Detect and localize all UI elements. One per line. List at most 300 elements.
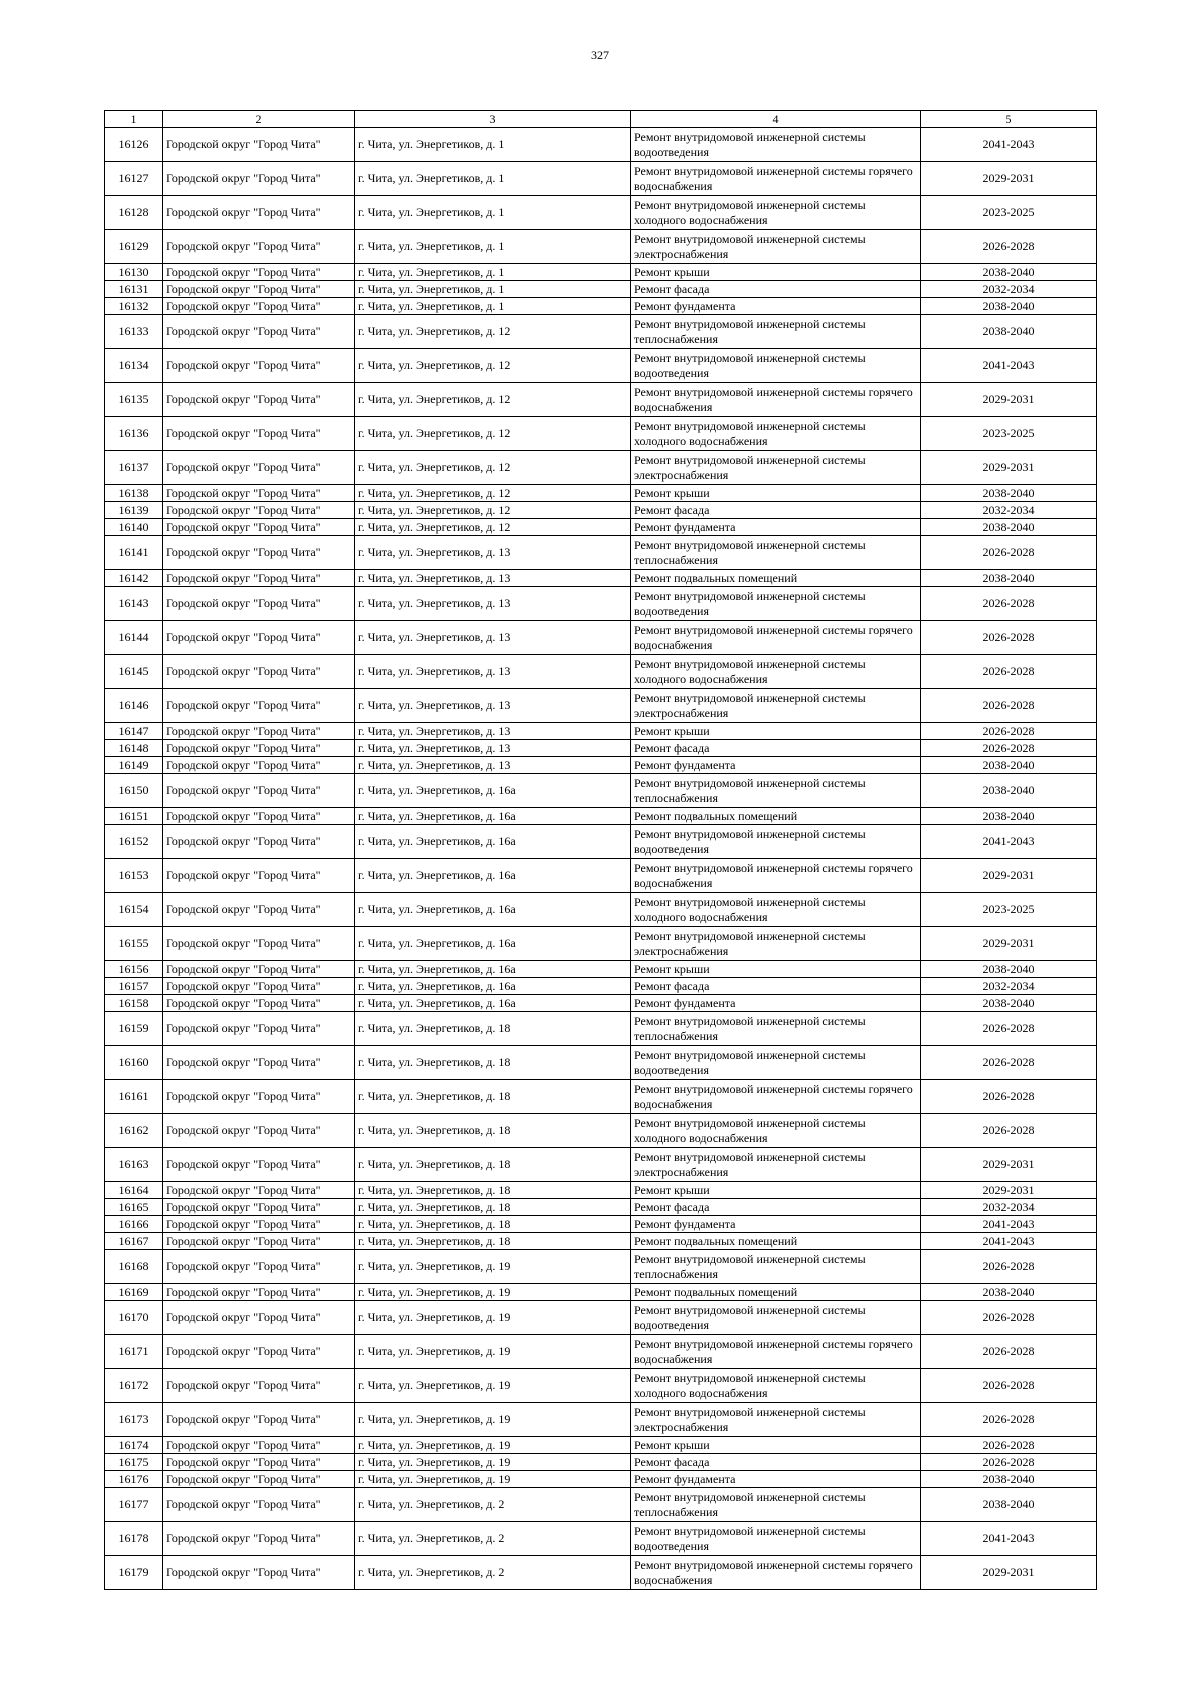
- row-number: 16142: [105, 570, 163, 587]
- municipality-cell: Городской округ "Город Чита": [163, 485, 355, 502]
- work-type-cell: Ремонт внутридомовой инженерной системы теплоснабжения: [631, 774, 921, 808]
- table-row: [105, 1335, 1097, 1369]
- address-cell: г. Чита, ул. Энергетиков, д. 12: [355, 417, 631, 451]
- page-number: 327: [591, 48, 609, 62]
- row-number: 16154: [105, 893, 163, 927]
- table-row: [105, 927, 1097, 961]
- address-cell: г. Чита, ул. Энергетиков, д. 12: [355, 315, 631, 349]
- address-cell: г. Чита, ул. Энергетиков, д. 2: [355, 1522, 631, 1556]
- work-type-cell: Ремонт внутридомовой инженерной системы теплоснабжения: [631, 1488, 921, 1522]
- address-cell: г. Чита, ул. Энергетиков, д. 13: [355, 757, 631, 774]
- table-row: [105, 417, 1097, 451]
- row-number: 16156: [105, 961, 163, 978]
- period-cell: 2029-2031: [921, 383, 1097, 417]
- address-cell: г. Чита, ул. Энергетиков, д. 18: [355, 1148, 631, 1182]
- address-cell: г. Чита, ул. Энергетиков, д. 19: [355, 1335, 631, 1369]
- period-cell: 2038-2040: [921, 264, 1097, 281]
- period-cell: 2026-2028: [921, 655, 1097, 689]
- row-number: 16170: [105, 1301, 163, 1335]
- municipality-cell: Городской округ "Город Чита": [163, 1471, 355, 1488]
- period-cell: 2041-2043: [921, 1233, 1097, 1250]
- period-cell: 2038-2040: [921, 570, 1097, 587]
- table-row: [105, 893, 1097, 927]
- table-row: [105, 723, 1097, 740]
- work-type-cell: Ремонт фасада: [631, 1199, 921, 1216]
- work-type-cell: Ремонт внутридомовой инженерной системы холодного водоснабжения: [631, 1114, 921, 1148]
- work-type-cell: Ремонт внутридомовой инженерной системы горячего водоснабжения: [631, 1335, 921, 1369]
- period-cell: 2029-2031: [921, 927, 1097, 961]
- address-cell: г. Чита, ул. Энергетиков, д. 16а: [355, 978, 631, 995]
- work-type-cell: Ремонт фасада: [631, 978, 921, 995]
- row-number: 16152: [105, 825, 163, 859]
- municipality-cell: Городской округ "Город Чита": [163, 315, 355, 349]
- period-cell: 2038-2040: [921, 519, 1097, 536]
- row-number: 16132: [105, 298, 163, 315]
- row-number: 16178: [105, 1522, 163, 1556]
- table-row: [105, 1488, 1097, 1522]
- work-type-cell: Ремонт крыши: [631, 1437, 921, 1454]
- work-type-cell: Ремонт внутридомовой инженерной системы теплоснабжения: [631, 536, 921, 570]
- table-row: [105, 655, 1097, 689]
- row-number: 16167: [105, 1233, 163, 1250]
- municipality-cell: Городской округ "Город Чита": [163, 808, 355, 825]
- period-cell: 2029-2031: [921, 162, 1097, 196]
- period-cell: 2038-2040: [921, 315, 1097, 349]
- row-number: 16147: [105, 723, 163, 740]
- period-cell: 2026-2028: [921, 1335, 1097, 1369]
- municipality-cell: Городской округ "Город Чита": [163, 1114, 355, 1148]
- work-type-cell: Ремонт крыши: [631, 961, 921, 978]
- address-cell: г. Чита, ул. Энергетиков, д. 13: [355, 536, 631, 570]
- period-cell: 2026-2028: [921, 723, 1097, 740]
- period-cell: 2038-2040: [921, 485, 1097, 502]
- work-type-cell: Ремонт внутридомовой инженерной системы электроснабжения: [631, 689, 921, 723]
- table-row: [105, 349, 1097, 383]
- work-type-cell: Ремонт внутридомовой инженерной системы водоотведения: [631, 349, 921, 383]
- municipality-cell: Городской округ "Город Чита": [163, 162, 355, 196]
- address-cell: г. Чита, ул. Энергетиков, д. 12: [355, 451, 631, 485]
- work-type-cell: Ремонт внутридомовой инженерной системы горячего водоснабжения: [631, 162, 921, 196]
- table-row: [105, 451, 1097, 485]
- work-type-cell: Ремонт внутридомовой инженерной системы электроснабжения: [631, 927, 921, 961]
- municipality-cell: Городской округ "Город Чита": [163, 1335, 355, 1369]
- row-number: 16141: [105, 536, 163, 570]
- address-cell: г. Чита, ул. Энергетиков, д. 18: [355, 1182, 631, 1199]
- work-type-cell: Ремонт внутридомовой инженерной системы электроснабжения: [631, 1403, 921, 1437]
- period-cell: 2026-2028: [921, 689, 1097, 723]
- work-type-cell: Ремонт внутридомовой инженерной системы водоотведения: [631, 1522, 921, 1556]
- work-type-cell: Ремонт внутридомовой инженерной системы водоотведения: [631, 587, 921, 621]
- work-type-cell: Ремонт крыши: [631, 264, 921, 281]
- period-cell: 2041-2043: [921, 349, 1097, 383]
- table-row: [105, 1301, 1097, 1335]
- address-cell: г. Чита, ул. Энергетиков, д. 1: [355, 128, 631, 162]
- period-cell: 2026-2028: [921, 740, 1097, 757]
- table-row: [105, 570, 1097, 587]
- table-row: [105, 502, 1097, 519]
- municipality-cell: Городской округ "Город Чита": [163, 1199, 355, 1216]
- table-row: [105, 1522, 1097, 1556]
- row-number: 16179: [105, 1556, 163, 1590]
- address-cell: г. Чита, ул. Энергетиков, д. 19: [355, 1454, 631, 1471]
- municipality-cell: Городской округ "Город Чита": [163, 757, 355, 774]
- period-cell: 2026-2028: [921, 587, 1097, 621]
- municipality-cell: Городской округ "Город Чита": [163, 1488, 355, 1522]
- row-number: 16174: [105, 1437, 163, 1454]
- address-cell: г. Чита, ул. Энергетиков, д. 1: [355, 162, 631, 196]
- period-cell: 2026-2028: [921, 1403, 1097, 1437]
- municipality-cell: Городской округ "Город Чита": [163, 927, 355, 961]
- period-cell: 2029-2031: [921, 1148, 1097, 1182]
- column-header-4: 4: [631, 111, 921, 128]
- address-cell: г. Чита, ул. Энергетиков, д. 16а: [355, 774, 631, 808]
- work-type-cell: Ремонт внутридомовой инженерной системы горячего водоснабжения: [631, 1080, 921, 1114]
- table-row: [105, 315, 1097, 349]
- row-number: 16130: [105, 264, 163, 281]
- work-type-cell: Ремонт крыши: [631, 485, 921, 502]
- row-number: 16138: [105, 485, 163, 502]
- municipality-cell: Городской округ "Город Чита": [163, 1437, 355, 1454]
- table-row: [105, 1012, 1097, 1046]
- row-number: 16133: [105, 315, 163, 349]
- table-row: [105, 1216, 1097, 1233]
- municipality-cell: Городской округ "Город Чита": [163, 349, 355, 383]
- table-row: [105, 1437, 1097, 1454]
- address-cell: г. Чита, ул. Энергетиков, д. 13: [355, 723, 631, 740]
- work-type-cell: Ремонт фундамента: [631, 1216, 921, 1233]
- row-number: 16129: [105, 230, 163, 264]
- period-cell: 2038-2040: [921, 298, 1097, 315]
- municipality-cell: Городской округ "Город Чита": [163, 1148, 355, 1182]
- period-cell: 2038-2040: [921, 1488, 1097, 1522]
- address-cell: г. Чита, ул. Энергетиков, д. 13: [355, 689, 631, 723]
- table-row: [105, 1250, 1097, 1284]
- period-cell: 2026-2028: [921, 1301, 1097, 1335]
- municipality-cell: Городской округ "Город Чита": [163, 1182, 355, 1199]
- municipality-cell: Городской округ "Город Чита": [163, 383, 355, 417]
- table-row: [105, 1556, 1097, 1590]
- address-cell: г. Чита, ул. Энергетиков, д. 16а: [355, 859, 631, 893]
- municipality-cell: Городской округ "Город Чита": [163, 128, 355, 162]
- table-row: [105, 1148, 1097, 1182]
- address-cell: г. Чита, ул. Энергетиков, д. 2: [355, 1556, 631, 1590]
- period-cell: 2038-2040: [921, 995, 1097, 1012]
- period-cell: 2026-2028: [921, 1080, 1097, 1114]
- municipality-cell: Городской округ "Город Чита": [163, 1369, 355, 1403]
- table-row: [105, 383, 1097, 417]
- address-cell: г. Чита, ул. Энергетиков, д. 18: [355, 1012, 631, 1046]
- row-number: 16171: [105, 1335, 163, 1369]
- period-cell: 2026-2028: [921, 1046, 1097, 1080]
- table-row: [105, 740, 1097, 757]
- work-type-cell: Ремонт внутридомовой инженерной системы водоотведения: [631, 825, 921, 859]
- row-number: 16162: [105, 1114, 163, 1148]
- period-cell: 2032-2034: [921, 978, 1097, 995]
- column-header-5: 5: [921, 111, 1097, 128]
- table-row: [105, 196, 1097, 230]
- municipality-cell: Городской округ "Город Чита": [163, 1080, 355, 1114]
- table-row: [105, 1233, 1097, 1250]
- address-cell: г. Чита, ул. Энергетиков, д. 18: [355, 1080, 631, 1114]
- address-cell: г. Чита, ул. Энергетиков, д. 13: [355, 621, 631, 655]
- row-number: 16145: [105, 655, 163, 689]
- work-type-cell: Ремонт крыши: [631, 1182, 921, 1199]
- period-cell: 2041-2043: [921, 128, 1097, 162]
- work-type-cell: Ремонт фасада: [631, 740, 921, 757]
- address-cell: г. Чита, ул. Энергетиков, д. 18: [355, 1114, 631, 1148]
- table-row: [105, 808, 1097, 825]
- table-row: [105, 281, 1097, 298]
- municipality-cell: Городской округ "Город Чита": [163, 281, 355, 298]
- period-cell: 2026-2028: [921, 230, 1097, 264]
- address-cell: г. Чита, ул. Энергетиков, д. 16а: [355, 995, 631, 1012]
- period-cell: 2023-2025: [921, 196, 1097, 230]
- period-cell: 2038-2040: [921, 1471, 1097, 1488]
- table-row: [105, 128, 1097, 162]
- work-type-cell: Ремонт фасада: [631, 502, 921, 519]
- row-number: 16135: [105, 383, 163, 417]
- address-cell: г. Чита, ул. Энергетиков, д. 1: [355, 281, 631, 298]
- period-cell: 2026-2028: [921, 1454, 1097, 1471]
- work-type-cell: Ремонт внутридомовой инженерной системы горячего водоснабжения: [631, 1556, 921, 1590]
- work-type-cell: Ремонт внутридомовой инженерной системы холодного водоснабжения: [631, 196, 921, 230]
- row-number: 16137: [105, 451, 163, 485]
- address-cell: г. Чита, ул. Энергетиков, д. 16а: [355, 927, 631, 961]
- municipality-cell: Городской округ "Город Чита": [163, 621, 355, 655]
- table-row: [105, 1284, 1097, 1301]
- table-row: [105, 1403, 1097, 1437]
- address-cell: г. Чита, ул. Энергетиков, д. 12: [355, 349, 631, 383]
- row-number: 16131: [105, 281, 163, 298]
- period-cell: 2026-2028: [921, 1250, 1097, 1284]
- municipality-cell: Городской округ "Город Чита": [163, 1556, 355, 1590]
- table-header: [105, 111, 1097, 128]
- row-number: 16140: [105, 519, 163, 536]
- row-number: 16158: [105, 995, 163, 1012]
- municipality-cell: Городской округ "Город Чита": [163, 570, 355, 587]
- period-cell: 2029-2031: [921, 1182, 1097, 1199]
- work-type-cell: Ремонт внутридомовой инженерной системы холодного водоснабжения: [631, 417, 921, 451]
- period-cell: 2029-2031: [921, 451, 1097, 485]
- municipality-cell: Городской округ "Город Чита": [163, 689, 355, 723]
- municipality-cell: Городской округ "Город Чита": [163, 230, 355, 264]
- address-cell: г. Чита, ул. Энергетиков, д. 13: [355, 655, 631, 689]
- municipality-cell: Городской округ "Город Чита": [163, 1403, 355, 1437]
- address-cell: г. Чита, ул. Энергетиков, д. 1: [355, 298, 631, 315]
- address-cell: г. Чита, ул. Энергетиков, д. 1: [355, 230, 631, 264]
- row-number: 16150: [105, 774, 163, 808]
- row-number: 16176: [105, 1471, 163, 1488]
- period-cell: 2023-2025: [921, 417, 1097, 451]
- row-number: 16166: [105, 1216, 163, 1233]
- work-type-cell: Ремонт фундамента: [631, 757, 921, 774]
- address-cell: г. Чита, ул. Энергетиков, д. 18: [355, 1046, 631, 1080]
- work-type-cell: Ремонт внутридомовой инженерной системы горячего водоснабжения: [631, 383, 921, 417]
- table-row: [105, 587, 1097, 621]
- period-cell: 2029-2031: [921, 1556, 1097, 1590]
- address-cell: г. Чита, ул. Энергетиков, д. 1: [355, 264, 631, 281]
- row-number: 16173: [105, 1403, 163, 1437]
- work-type-cell: Ремонт фундамента: [631, 995, 921, 1012]
- work-type-cell: Ремонт внутридомовой инженерной системы электроснабжения: [631, 230, 921, 264]
- table-row: [105, 298, 1097, 315]
- work-type-cell: Ремонт внутридомовой инженерной системы холодного водоснабжения: [631, 893, 921, 927]
- municipality-cell: Городской округ "Город Чита": [163, 264, 355, 281]
- municipality-cell: Городской округ "Город Чита": [163, 1250, 355, 1284]
- row-number: 16161: [105, 1080, 163, 1114]
- table-row: [105, 536, 1097, 570]
- municipality-cell: Городской округ "Город Чита": [163, 859, 355, 893]
- address-cell: г. Чита, ул. Энергетиков, д. 19: [355, 1403, 631, 1437]
- address-cell: г. Чита, ул. Энергетиков, д. 16а: [355, 808, 631, 825]
- work-type-cell: Ремонт внутридомовой инженерной системы холодного водоснабжения: [631, 1369, 921, 1403]
- period-cell: 2032-2034: [921, 1199, 1097, 1216]
- row-number: 16157: [105, 978, 163, 995]
- work-type-cell: Ремонт подвальных помещений: [631, 1233, 921, 1250]
- address-cell: г. Чита, ул. Энергетиков, д. 12: [355, 383, 631, 417]
- row-number: 16177: [105, 1488, 163, 1522]
- work-type-cell: Ремонт фасада: [631, 281, 921, 298]
- table-row: [105, 485, 1097, 502]
- row-number: 16169: [105, 1284, 163, 1301]
- period-cell: 2038-2040: [921, 961, 1097, 978]
- address-cell: г. Чита, ул. Энергетиков, д. 13: [355, 740, 631, 757]
- period-cell: 2041-2043: [921, 1522, 1097, 1556]
- work-type-cell: Ремонт внутридомовой инженерной системы теплоснабжения: [631, 315, 921, 349]
- table-row: [105, 1369, 1097, 1403]
- address-cell: г. Чита, ул. Энергетиков, д. 19: [355, 1284, 631, 1301]
- work-type-cell: Ремонт фундамента: [631, 1471, 921, 1488]
- period-cell: 2041-2043: [921, 1216, 1097, 1233]
- period-cell: 2041-2043: [921, 825, 1097, 859]
- period-cell: 2026-2028: [921, 1437, 1097, 1454]
- table-body: [105, 128, 1097, 1590]
- address-cell: г. Чита, ул. Энергетиков, д. 2: [355, 1488, 631, 1522]
- municipality-cell: Городской округ "Город Чита": [163, 1301, 355, 1335]
- period-cell: 2023-2025: [921, 893, 1097, 927]
- row-number: 16153: [105, 859, 163, 893]
- municipality-cell: Городской округ "Город Чита": [163, 451, 355, 485]
- municipality-cell: Городской округ "Город Чита": [163, 298, 355, 315]
- address-cell: г. Чита, ул. Энергетиков, д. 18: [355, 1233, 631, 1250]
- row-number: 16168: [105, 1250, 163, 1284]
- table-row: [105, 859, 1097, 893]
- table-row: [105, 1114, 1097, 1148]
- period-cell: 2026-2028: [921, 1012, 1097, 1046]
- row-number: 16139: [105, 502, 163, 519]
- column-header-1: 1: [105, 111, 163, 128]
- municipality-cell: Городской округ "Город Чита": [163, 1522, 355, 1556]
- table-row: [105, 264, 1097, 281]
- address-cell: г. Чита, ул. Энергетиков, д. 19: [355, 1471, 631, 1488]
- municipality-cell: Городской округ "Город Чита": [163, 519, 355, 536]
- work-type-cell: Ремонт фундамента: [631, 519, 921, 536]
- municipality-cell: Городской округ "Город Чита": [163, 196, 355, 230]
- row-number: 16151: [105, 808, 163, 825]
- column-header-2: 2: [163, 111, 355, 128]
- row-number: 16146: [105, 689, 163, 723]
- period-cell: 2026-2028: [921, 621, 1097, 655]
- period-cell: 2026-2028: [921, 1114, 1097, 1148]
- table-row: [105, 774, 1097, 808]
- period-cell: 2032-2034: [921, 281, 1097, 298]
- municipality-cell: Городской округ "Город Чита": [163, 995, 355, 1012]
- row-number: 16175: [105, 1454, 163, 1471]
- work-type-cell: Ремонт внутридомовой инженерной системы водоотведения: [631, 1301, 921, 1335]
- work-type-cell: Ремонт внутридомовой инженерной системы электроснабжения: [631, 1148, 921, 1182]
- table-row: [105, 995, 1097, 1012]
- work-type-cell: Ремонт подвальных помещений: [631, 808, 921, 825]
- address-cell: г. Чита, ул. Энергетиков, д. 16а: [355, 825, 631, 859]
- address-cell: г. Чита, ул. Энергетиков, д. 16а: [355, 961, 631, 978]
- header-row: [105, 111, 1097, 128]
- address-cell: г. Чита, ул. Энергетиков, д. 12: [355, 502, 631, 519]
- period-cell: 2032-2034: [921, 502, 1097, 519]
- row-number: 16148: [105, 740, 163, 757]
- address-cell: г. Чита, ул. Энергетиков, д. 19: [355, 1301, 631, 1335]
- work-type-cell: Ремонт внутридомовой инженерной системы горячего водоснабжения: [631, 621, 921, 655]
- row-number: 16172: [105, 1369, 163, 1403]
- table-row: [105, 1199, 1097, 1216]
- table-row: [105, 621, 1097, 655]
- table-row: [105, 689, 1097, 723]
- row-number: 16159: [105, 1012, 163, 1046]
- municipality-cell: Городской округ "Город Чита": [163, 655, 355, 689]
- period-cell: 2038-2040: [921, 774, 1097, 808]
- municipality-cell: Городской округ "Город Чита": [163, 1012, 355, 1046]
- municipality-cell: Городской округ "Город Чита": [163, 740, 355, 757]
- work-type-cell: Ремонт внутридомовой инженерной системы холодного водоснабжения: [631, 655, 921, 689]
- table-row: [105, 1471, 1097, 1488]
- period-cell: 2038-2040: [921, 1284, 1097, 1301]
- address-cell: г. Чита, ул. Энергетиков, д. 1: [355, 196, 631, 230]
- period-cell: 2026-2028: [921, 536, 1097, 570]
- table-row: [105, 1454, 1097, 1471]
- municipality-cell: Городской округ "Город Чита": [163, 978, 355, 995]
- row-number: 16164: [105, 1182, 163, 1199]
- municipality-cell: Городской округ "Город Чита": [163, 1454, 355, 1471]
- municipality-cell: Городской округ "Город Чита": [163, 723, 355, 740]
- address-cell: г. Чита, ул. Энергетиков, д. 19: [355, 1369, 631, 1403]
- work-type-cell: Ремонт внутридомовой инженерной системы электроснабжения: [631, 451, 921, 485]
- municipality-cell: Городской округ "Город Чита": [163, 536, 355, 570]
- row-number: 16126: [105, 128, 163, 162]
- row-number: 16128: [105, 196, 163, 230]
- municipality-cell: Городской округ "Город Чита": [163, 893, 355, 927]
- municipality-cell: Городской округ "Город Чита": [163, 1233, 355, 1250]
- table-row: [105, 825, 1097, 859]
- table-row: [105, 230, 1097, 264]
- work-type-cell: Ремонт подвальных помещений: [631, 570, 921, 587]
- work-type-cell: Ремонт подвальных помещений: [631, 1284, 921, 1301]
- row-number: 16165: [105, 1199, 163, 1216]
- municipality-cell: Городской округ "Город Чита": [163, 825, 355, 859]
- table-row: [105, 961, 1097, 978]
- municipality-cell: Городской округ "Город Чита": [163, 502, 355, 519]
- period-cell: 2038-2040: [921, 808, 1097, 825]
- row-number: 16149: [105, 757, 163, 774]
- table-row: [105, 1080, 1097, 1114]
- column-header-3: 3: [355, 111, 631, 128]
- address-cell: г. Чита, ул. Энергетиков, д. 12: [355, 485, 631, 502]
- municipality-cell: Городской округ "Город Чита": [163, 1046, 355, 1080]
- municipality-cell: Городской округ "Город Чита": [163, 1284, 355, 1301]
- row-number: 16134: [105, 349, 163, 383]
- table-row: [105, 162, 1097, 196]
- period-cell: 2038-2040: [921, 757, 1097, 774]
- address-cell: г. Чита, ул. Энергетиков, д. 19: [355, 1437, 631, 1454]
- address-cell: г. Чита, ул. Энергетиков, д. 16а: [355, 893, 631, 927]
